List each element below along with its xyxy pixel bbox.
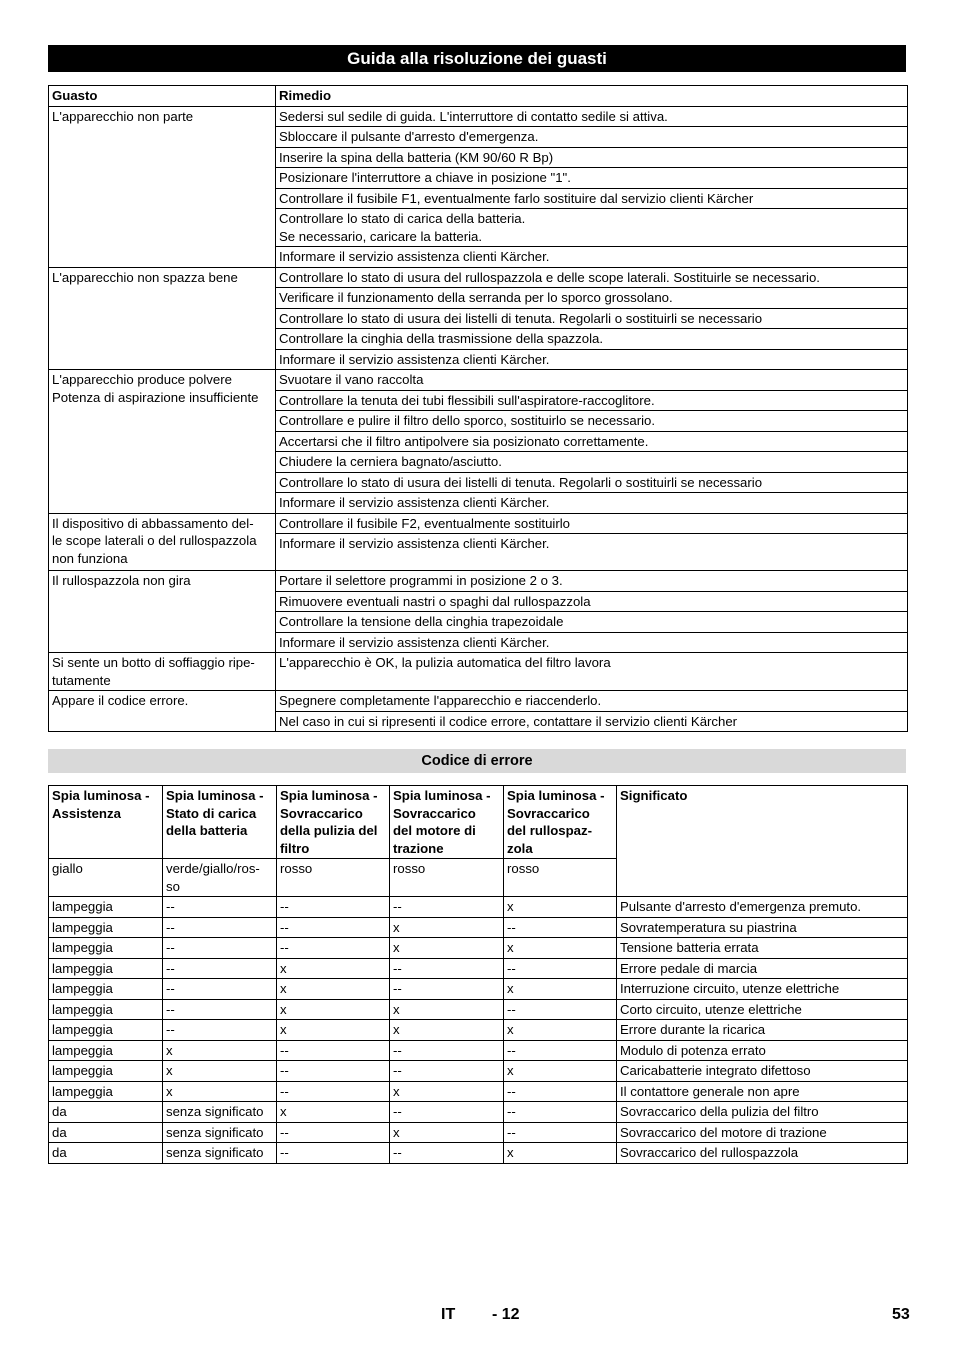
indicator-cell: --: [504, 917, 617, 938]
cell-line: Spia luminosa -: [280, 788, 378, 803]
remedy-cell: [276, 247, 908, 268]
column-header: Guasto: [49, 86, 276, 107]
indicator-cell: --: [277, 1040, 390, 1061]
cell-line: Se necessario, caricare la batteria.: [279, 228, 483, 244]
table-row: [49, 370, 908, 391]
cell-line: Controllare il fusibile F2, eventualmente sostituirlo: [279, 515, 570, 531]
remedy-cell: [276, 632, 908, 653]
cell-line: Controllare lo stato di usura dei listelli di tenuta. Regolarli o sostituirli se necessario: [279, 474, 763, 490]
cell-line: del rullospaz-: [507, 823, 592, 838]
table-header-row: [49, 86, 908, 107]
indicator-cell: da: [49, 1143, 163, 1164]
column-header: [504, 786, 617, 859]
cell-line: Nel caso in cui si ripresenti il codice errore, contattare il servizio clienti Kärcher: [279, 713, 738, 729]
meaning-cell: Modulo di potenza errato: [617, 1040, 908, 1061]
cell-line: L'apparecchio produce polvere: [52, 372, 232, 387]
indicator-cell: --: [504, 999, 617, 1020]
cell-line: Spia luminosa -: [52, 788, 150, 803]
indicator-cell: x: [163, 1061, 277, 1082]
remedy-cell: [276, 127, 908, 148]
table-row: [49, 1102, 908, 1123]
indicator-cell: x: [163, 1081, 277, 1102]
meaning-cell: Caricabatterie integrato difettoso: [617, 1061, 908, 1082]
indicator-cell: x: [504, 897, 617, 918]
cell-line: Informare il servizio assistenza clienti Kärcher.: [279, 495, 550, 510]
remedy-cell: [276, 168, 908, 189]
remedy-cell: [276, 691, 908, 712]
indicator-cell: senza significato: [163, 1102, 277, 1123]
cell-line: Informare il servizio assistenza clienti Kärcher.: [279, 351, 550, 367]
color-cell: [504, 859, 617, 897]
indicator-cell: x: [277, 979, 390, 1000]
indicator-cell: x: [504, 979, 617, 1000]
troubleshooting-table: [48, 85, 908, 732]
indicator-cell: --: [504, 958, 617, 979]
indicator-cell: lampeggia: [49, 897, 163, 918]
cell-line: del motore di: [393, 823, 476, 838]
indicator-cell: x: [504, 1061, 617, 1082]
cell-line: Informare il servizio assistenza clienti Kärcher.: [279, 536, 550, 551]
fault-cell: [49, 370, 276, 514]
cell-line: Informare il servizio assistenza clienti Kärcher.: [279, 634, 550, 650]
indicator-cell: x: [504, 1143, 617, 1164]
color-cell: [277, 859, 390, 897]
page-title: Guida alla risoluzione dei guasti: [48, 45, 906, 72]
cell-line: so: [166, 878, 180, 894]
column-header: [163, 786, 277, 859]
indicator-cell: lampeggia: [49, 917, 163, 938]
indicator-cell: senza significato: [163, 1143, 277, 1164]
remedy-cell: [276, 493, 908, 514]
indicator-cell: --: [390, 897, 504, 918]
meaning-cell: Tensione batteria errata: [617, 938, 908, 959]
cell-line: Controllare la tensione della cinghia trapezoidale: [279, 614, 564, 629]
cell-line: Spegnere completamente l'apparecchio e riaccenderlo.: [279, 693, 602, 708]
fault-cell: [49, 513, 276, 571]
table-row: [49, 979, 908, 1000]
cell-line: Stato di carica: [166, 805, 257, 821]
table-row: [49, 571, 908, 592]
meaning-cell: Interruzione circuito, utenze elettriche: [617, 979, 908, 1000]
cell-line: Potenza di aspirazione insufficiente: [52, 389, 259, 405]
cell-line: Significato: [620, 788, 688, 803]
color-cell: [163, 859, 277, 897]
indicator-cell: --: [390, 958, 504, 979]
indicator-cell: da: [49, 1102, 163, 1123]
cell-line: zola: [507, 840, 533, 856]
indicator-cell: x: [504, 1020, 617, 1041]
cell-line: Assistenza: [52, 805, 121, 821]
indicator-cell: x: [390, 1122, 504, 1143]
remedy-cell: [276, 472, 908, 493]
remedy-cell: [276, 513, 908, 534]
footer-page-number: 53: [892, 1306, 910, 1323]
column-header: Rimedio: [276, 86, 908, 107]
indicator-cell: --: [163, 979, 277, 1000]
cell-line: Sedersi sul sedile di guida. L'interruttore di contatto sedile si attiva.: [279, 108, 668, 124]
indicator-cell: --: [277, 917, 390, 938]
remedy-cell: [276, 390, 908, 411]
table-row: [49, 1122, 908, 1143]
remedy-cell: [276, 571, 908, 592]
cell-line: rosso: [280, 861, 313, 876]
indicator-cell: --: [277, 1143, 390, 1164]
table-row: [49, 1081, 908, 1102]
indicator-cell: x: [277, 999, 390, 1020]
table-row: [49, 691, 908, 712]
cell-line: le scope laterali o del rullospazzola: [52, 533, 257, 548]
indicator-cell: --: [163, 958, 277, 979]
footer-page: - 12: [492, 1306, 520, 1323]
cell-line: Spia luminosa -: [507, 788, 605, 803]
table-row: [49, 267, 908, 288]
indicator-cell: --: [277, 1081, 390, 1102]
table-row: [49, 653, 908, 691]
table-row: [49, 958, 908, 979]
cell-line: Posizionare l'interruttore a chiave in posizione "1".: [279, 170, 571, 185]
cell-line: tutamente: [52, 672, 111, 688]
cell-line: Sbloccare il pulsante d'arresto d'emergenza.: [279, 129, 539, 144]
remedy-cell: [276, 209, 908, 247]
indicator-cell: --: [277, 938, 390, 959]
indicator-cell: --: [277, 1122, 390, 1143]
cell-line: Controllare lo stato di usura del rullospazzola e delle scope laterali. Sostituirle se necessario.: [279, 269, 820, 285]
table-row: [49, 917, 908, 938]
cell-line: Controllare lo stato di carica della batteria.: [279, 211, 526, 226]
indicator-cell: --: [277, 897, 390, 918]
meaning-cell: Pulsante d'arresto d'emergenza premuto.: [617, 897, 908, 918]
remedy-cell: [276, 591, 908, 612]
cell-line: L'apparecchio non spazza bene: [52, 269, 238, 285]
cell-line: della batteria: [166, 823, 248, 838]
indicator-cell: lampeggia: [49, 1020, 163, 1041]
indicator-cell: --: [390, 979, 504, 1000]
indicator-cell: lampeggia: [49, 958, 163, 979]
table-row: [49, 106, 908, 127]
cell-line: giallo: [52, 861, 83, 876]
remedy-cell: [276, 612, 908, 633]
indicator-cell: --: [390, 1102, 504, 1123]
remedy-cell: [276, 349, 908, 370]
cell-line: Controllare lo stato di usura dei listelli di tenuta. Regolarli o sostituirli se necessario: [279, 310, 763, 326]
indicator-cell: --: [390, 1061, 504, 1082]
cell-line: Spia luminosa -: [393, 788, 491, 803]
indicator-cell: --: [277, 1061, 390, 1082]
indicator-cell: lampeggia: [49, 979, 163, 1000]
remedy-cell: [276, 106, 908, 127]
cell-line: Chiudere la cerniera bagnato/asciutto.: [279, 454, 502, 469]
remedy-cell: [276, 431, 908, 452]
cell-line: Sovraccarico: [393, 805, 476, 821]
error-code-heading: Codice di errore: [48, 749, 906, 773]
indicator-cell: --: [163, 897, 277, 918]
cell-line: Verificare il funzionamento della serranda per lo sporco grossolano.: [279, 290, 673, 305]
cell-line: Il rullospazzola non gira: [52, 573, 191, 588]
cell-line: Il dispositivo di abbassamento del-: [52, 515, 254, 531]
meaning-cell: Errore durante la ricarica: [617, 1020, 908, 1041]
indicator-cell: x: [504, 938, 617, 959]
indicator-cell: --: [163, 917, 277, 938]
indicator-cell: --: [504, 1102, 617, 1123]
table-row: [49, 938, 908, 959]
indicator-cell: x: [163, 1040, 277, 1061]
indicator-cell: lampeggia: [49, 1081, 163, 1102]
table-row: [49, 513, 908, 534]
table-header-row: [49, 786, 908, 859]
indicator-cell: lampeggia: [49, 1040, 163, 1061]
remedy-cell: [276, 288, 908, 309]
cell-line: Informare il servizio assistenza clienti Kärcher.: [279, 249, 550, 264]
indicator-cell: --: [504, 1081, 617, 1102]
cell-line: Svuotare il vano raccolta: [279, 372, 424, 387]
cell-line: Si sente un botto di soffiaggio ripe-: [52, 655, 255, 670]
cell-line: Accertarsi che il filtro antipolvere sia posizionato correttamente.: [279, 433, 649, 449]
meaning-cell: Errore pedale di marcia: [617, 958, 908, 979]
cell-line: rosso: [507, 861, 540, 876]
remedy-cell: [276, 411, 908, 432]
meaning-cell: Corto circuito, utenze elettriche: [617, 999, 908, 1020]
meaning-cell: Sovraccarico del motore di trazione: [617, 1122, 908, 1143]
indicator-cell: x: [277, 1102, 390, 1123]
table-row: [49, 897, 908, 918]
cell-line: L'apparecchio è OK, la pulizia automatica del filtro lavora: [279, 655, 611, 670]
remedy-cell: [276, 534, 908, 571]
table-row: [49, 1061, 908, 1082]
remedy-cell: [276, 308, 908, 329]
meaning-cell: Il contattore generale non apre: [617, 1081, 908, 1102]
table-row: [49, 1040, 908, 1061]
table-row: [49, 1020, 908, 1041]
cell-line: Controllare e pulire il filtro dello sporco, sostituirlo se necessario.: [279, 413, 656, 428]
cell-line: filtro: [280, 840, 310, 856]
table-row: [49, 1143, 908, 1164]
footer-language: IT: [441, 1306, 456, 1323]
cell-line: rosso: [393, 861, 426, 876]
remedy-cell: [276, 267, 908, 288]
indicator-cell: --: [163, 999, 277, 1020]
remedy-cell: [276, 147, 908, 168]
cell-line: Appare il codice errore.: [52, 693, 189, 708]
fault-cell: [49, 653, 276, 691]
indicator-cell: --: [390, 1143, 504, 1164]
remedy-cell: [276, 188, 908, 209]
indicator-cell: x: [390, 917, 504, 938]
indicator-cell: --: [504, 1040, 617, 1061]
indicator-cell: x: [390, 999, 504, 1020]
indicator-cell: --: [390, 1040, 504, 1061]
cell-line: Inserire la spina della batteria (KM 90/60 R Bp): [279, 149, 554, 165]
color-cell: [390, 859, 504, 897]
indicator-cell: --: [504, 1122, 617, 1143]
indicator-cell: lampeggia: [49, 938, 163, 959]
cell-line: Sovraccarico: [507, 805, 590, 821]
meaning-cell: Sovratemperatura su piastrina: [617, 917, 908, 938]
indicator-cell: x: [277, 1020, 390, 1041]
meaning-cell: Sovraccarico della pulizia del filtro: [617, 1102, 908, 1123]
indicator-cell: x: [390, 1020, 504, 1041]
remedy-cell: [276, 452, 908, 473]
indicator-cell: --: [163, 938, 277, 959]
remedy-cell: [276, 653, 908, 691]
cell-line: Sovraccarico: [280, 805, 363, 821]
cell-line: Controllare il fusibile F1, eventualmente farlo sostituire dal servizio clienti Kärcher: [279, 190, 754, 206]
cell-line: trazione: [393, 840, 444, 856]
cell-line: Portare il selettore programmi in posizione 2 o 3.: [279, 573, 563, 588]
table-row: [49, 999, 908, 1020]
cell-line: Controllare la tenuta dei tubi flessibili sull'aspiratore-raccoglitore.: [279, 392, 655, 408]
indicator-cell: lampeggia: [49, 1061, 163, 1082]
meaning-cell: Sovraccarico del rullospazzola: [617, 1143, 908, 1164]
indicator-cell: --: [163, 1020, 277, 1041]
cell-line: della pulizia del: [280, 823, 378, 838]
remedy-cell: [276, 711, 908, 732]
indicator-cell: senza significato: [163, 1122, 277, 1143]
cell-line: L'apparecchio non parte: [52, 108, 194, 124]
indicator-cell: lampeggia: [49, 999, 163, 1020]
indicator-cell: x: [390, 1081, 504, 1102]
fault-cell: [49, 106, 276, 267]
color-cell: [49, 859, 163, 897]
cell-line: Rimuovere eventuali nastri o spaghi dal rullospazzola: [279, 593, 591, 609]
fault-cell: [49, 691, 276, 732]
remedy-cell: [276, 370, 908, 391]
fault-cell: [49, 571, 276, 653]
remedy-cell: [276, 329, 908, 350]
cell-line: Spia luminosa -: [166, 788, 264, 803]
cell-line: verde/giallo/ros-: [166, 861, 260, 876]
column-header: [617, 786, 908, 897]
column-header: [390, 786, 504, 859]
cell-line: Controllare la cinghia della trasmissione della spazzola.: [279, 331, 603, 346]
indicator-cell: da: [49, 1122, 163, 1143]
column-header: [49, 786, 163, 859]
indicator-cell: x: [277, 958, 390, 979]
column-header: [277, 786, 390, 859]
cell-line: non funziona: [52, 550, 128, 566]
fault-cell: [49, 267, 276, 370]
error-code-table: [48, 785, 908, 1164]
indicator-cell: x: [390, 938, 504, 959]
